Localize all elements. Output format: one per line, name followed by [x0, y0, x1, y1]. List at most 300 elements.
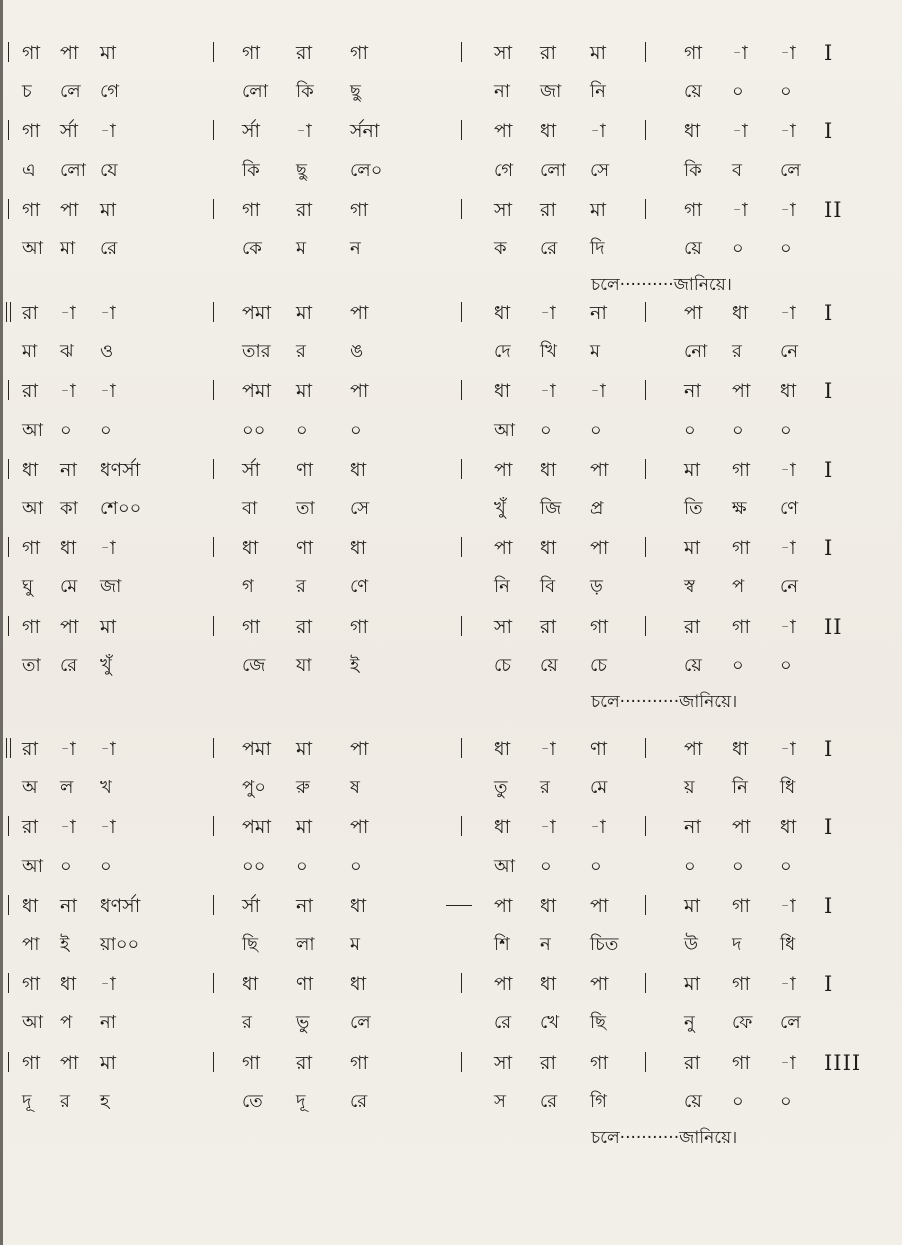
- lyric-syllable: কি: [242, 159, 260, 181]
- lyric-syllable: ০: [732, 1090, 744, 1112]
- lyric-syllable: ০: [732, 855, 744, 877]
- swara-note: পমা: [242, 738, 271, 760]
- lyric-syllable: তা: [22, 654, 41, 676]
- lyric-syllable: দূ: [22, 1090, 32, 1112]
- lyric-syllable: আ: [22, 419, 43, 441]
- lyric-syllable: ০০: [242, 855, 266, 877]
- start-barline: [5, 197, 13, 223]
- lyric-syllable: ০: [60, 855, 72, 877]
- barline: [458, 378, 466, 404]
- lyric-syllable: আ: [22, 855, 43, 877]
- lyric-syllable: ব: [732, 159, 743, 181]
- swara-note: পা: [60, 1051, 79, 1074]
- swara-note: ধা: [540, 973, 557, 996]
- swara-note: পা: [350, 738, 369, 760]
- barline: [642, 535, 650, 561]
- lyric-syllable: ০: [60, 419, 72, 441]
- start-barline: [5, 814, 13, 840]
- lyric-line: [0, 77, 902, 107]
- swara-note: ধা: [60, 973, 77, 996]
- lyric-syllable: ন: [540, 934, 551, 955]
- barline: [210, 814, 218, 840]
- swara-note: গা: [22, 537, 40, 560]
- barline: [458, 40, 466, 66]
- swara-note: -া: [780, 198, 796, 221]
- lyric-syllable: ০: [350, 855, 362, 877]
- lyric-syllable: র: [540, 777, 550, 799]
- repeat-mark: I: [824, 119, 834, 144]
- repeat-mark: I: [824, 893, 834, 918]
- start-barline: [5, 457, 13, 483]
- lyric-syllable: নে: [780, 576, 799, 598]
- swara-note: ণা: [296, 537, 313, 560]
- start-barline: [5, 1050, 13, 1076]
- swara-note: গা: [732, 894, 750, 917]
- barline: [642, 736, 650, 762]
- swara-note: -া: [780, 42, 796, 64]
- swara-note: -া: [60, 380, 76, 403]
- lyric-line: [0, 156, 902, 186]
- barline: [210, 1050, 218, 1076]
- lyric-syllable: পু০: [242, 777, 266, 799]
- swara-note: -া: [590, 380, 606, 403]
- lyric-syllable: খি: [540, 341, 557, 363]
- lyric-line: [0, 651, 902, 681]
- lyric-syllable: যে: [100, 159, 118, 181]
- swara-note: গা: [22, 120, 40, 143]
- swara-note: -া: [540, 302, 556, 324]
- lyric-syllable: নে: [780, 341, 799, 363]
- lyric-syllable: লে: [60, 81, 81, 103]
- swara-note: -া: [780, 894, 796, 917]
- lyric-syllable: ০: [780, 81, 792, 103]
- swara-note: -া: [540, 738, 556, 760]
- lyric-syllable: ০: [780, 855, 792, 877]
- swara-note: না: [684, 816, 701, 839]
- swara-note: ধণর্সা: [100, 894, 141, 917]
- swara-note: পা: [732, 816, 751, 839]
- swara-line: [0, 891, 902, 921]
- lyric-syllable: ০: [296, 419, 308, 441]
- lyric-syllable: দূ: [296, 1090, 306, 1112]
- swara-note: -া: [100, 816, 116, 839]
- lyric-syllable: ০: [780, 1090, 792, 1112]
- swara-note: পা: [684, 302, 703, 324]
- lyric-syllable: র: [296, 341, 306, 363]
- swara-note: -া: [540, 816, 556, 839]
- lyric-line: [0, 494, 902, 524]
- lyric-line: [0, 1008, 902, 1038]
- lyric-syllable: শি: [494, 934, 510, 955]
- swara-note: পমা: [242, 816, 271, 839]
- swara-note: -া: [60, 302, 76, 324]
- swara-note: ধা: [780, 816, 797, 839]
- lyric-syllable: ফে: [732, 1012, 753, 1034]
- lyric-line: [0, 337, 902, 367]
- barline: [458, 457, 466, 483]
- double-barline: [5, 736, 13, 762]
- barline: [210, 378, 218, 404]
- lyric-syllable: মে: [590, 777, 608, 799]
- lyric-syllable: লো: [540, 159, 566, 181]
- lyric-syllable: চিত: [590, 934, 619, 955]
- swara-note: পা: [494, 458, 513, 481]
- lyric-syllable: ছু: [350, 81, 361, 103]
- lyric-line: [0, 773, 902, 803]
- lyric-syllable: ষ: [350, 777, 360, 799]
- swara-note: গা: [590, 1051, 608, 1074]
- barline: [642, 614, 650, 640]
- swara-note: রা: [684, 615, 700, 638]
- swara-note: পা: [60, 615, 79, 638]
- lyric-syllable: নু: [684, 1012, 695, 1034]
- lyric-syllable: ০: [540, 855, 552, 877]
- barline: [210, 457, 218, 483]
- lyric-syllable: খে: [540, 1012, 560, 1034]
- lyric-syllable: আ: [22, 1012, 43, 1034]
- barline: [210, 971, 218, 997]
- lyric-syllable: ০: [590, 855, 602, 877]
- lyric-syllable: ০: [780, 654, 792, 676]
- swara-note: র্সা: [242, 894, 261, 917]
- swara-note: রা: [296, 42, 312, 64]
- swara-note: সা: [494, 198, 513, 221]
- swara-note: রা: [540, 198, 556, 221]
- lyric-syllable: নো: [684, 341, 708, 363]
- lyric-syllable: কে: [242, 238, 262, 259]
- swara-note: রা: [540, 42, 556, 64]
- lyric-line: [0, 930, 902, 960]
- lyric-syllable: য়ে: [684, 1090, 702, 1112]
- lyric-syllable: রে: [494, 1012, 512, 1034]
- swara-note: গা: [732, 537, 750, 560]
- barline: [458, 1050, 466, 1076]
- lyric-syllable: দে: [494, 341, 511, 363]
- swara-note: সা: [494, 615, 513, 638]
- lyric-syllable: মা: [22, 341, 38, 363]
- swara-note: গা: [22, 1051, 40, 1074]
- swara-note: পা: [60, 198, 79, 221]
- lyric-syllable: ০: [780, 238, 792, 259]
- lyric-syllable: ঝ: [60, 341, 74, 363]
- lyric-syllable: তু: [494, 777, 508, 799]
- lyric-syllable: ০: [732, 419, 744, 441]
- swara-note: ধা: [350, 894, 367, 917]
- swara-note: গা: [22, 198, 40, 221]
- lyric-syllable: চে: [494, 654, 512, 676]
- lyric-syllable: ণে: [780, 498, 799, 519]
- swara-note: ধা: [350, 973, 367, 996]
- barline: [458, 197, 466, 223]
- lyric-syllable: ০: [684, 855, 696, 877]
- swara-note: -া: [780, 458, 796, 481]
- lyric-syllable: খ: [100, 777, 112, 799]
- lyric-syllable: গ: [242, 576, 254, 598]
- lyric-syllable: ০: [100, 855, 112, 877]
- lyric-syllable: ভু: [296, 1012, 310, 1034]
- swara-note: ধা: [732, 738, 749, 760]
- swara-note: ধা: [494, 380, 511, 403]
- swara-note: ধা: [22, 458, 39, 481]
- barline: [642, 300, 650, 326]
- lyric-syllable: নি: [494, 576, 510, 598]
- swara-note: ধা: [732, 302, 749, 324]
- swara-note: মা: [296, 738, 313, 760]
- swara-note: ধা: [350, 537, 367, 560]
- swara-note: ণা: [590, 738, 607, 760]
- refrain-cue: চলে··········জানিয়ে।: [591, 275, 732, 296]
- lyric-syllable: গি: [590, 1090, 607, 1112]
- lyric-syllable: তে: [242, 1090, 263, 1112]
- lyric-syllable: দি: [590, 238, 605, 259]
- lyric-syllable: লে: [780, 159, 801, 181]
- swara-note: র্সা: [242, 458, 261, 481]
- lyric-syllable: প: [60, 1012, 73, 1034]
- swara-note: -া: [780, 120, 796, 143]
- swara-note: গা: [22, 973, 40, 996]
- repeat-mark: I: [824, 972, 834, 997]
- swara-note: না: [590, 302, 607, 324]
- barline: [458, 814, 466, 840]
- barline: [210, 40, 218, 66]
- barline: [642, 1050, 650, 1076]
- swara-note: রা: [22, 302, 38, 324]
- lyric-syllable: ০: [100, 419, 112, 441]
- swara-note: র্সা: [242, 120, 261, 143]
- swara-note: পমা: [242, 380, 271, 403]
- swara-note: গা: [684, 198, 702, 221]
- swara-note: মা: [684, 894, 701, 917]
- swara-note: ণা: [296, 458, 313, 481]
- swara-line: [0, 612, 902, 642]
- swara-note: -া: [296, 120, 312, 143]
- lyric-syllable: না: [100, 1012, 116, 1034]
- lyric-syllable: নি: [732, 777, 748, 799]
- lyric-syllable: জা: [540, 81, 562, 103]
- lyric-syllable: ছু: [296, 159, 307, 181]
- swara-note: পা: [350, 302, 369, 324]
- lyric-syllable: ছি: [242, 934, 259, 955]
- repeat-mark: I: [824, 815, 834, 840]
- swara-note: না: [296, 894, 313, 917]
- swara-note: রা: [22, 738, 38, 760]
- repeat-mark: I: [824, 41, 834, 65]
- lyric-syllable: ম: [590, 341, 600, 363]
- swara-line: [0, 1048, 902, 1078]
- swara-line: [0, 116, 902, 146]
- lyric-syllable: তার: [242, 341, 271, 363]
- start-barline: [5, 118, 13, 144]
- lyric-syllable: বা: [242, 498, 258, 519]
- lyric-syllable: অ: [22, 777, 38, 799]
- swara-note: -া: [590, 816, 606, 839]
- barline: [210, 614, 218, 640]
- swara-line: [0, 455, 902, 485]
- lyric-syllable: আ: [494, 419, 515, 441]
- swara-note: -া: [540, 380, 556, 403]
- lyric-syllable: র: [732, 341, 742, 363]
- swara-note: পা: [60, 42, 79, 64]
- lyric-syllable: ম: [350, 934, 360, 955]
- swara-note: রা: [22, 816, 38, 839]
- swara-note: মা: [296, 816, 313, 839]
- swara-note: মা: [100, 198, 117, 221]
- lyric-syllable: রে: [60, 654, 78, 676]
- double-barline: [5, 300, 13, 326]
- swara-note: না: [60, 458, 77, 481]
- swara-note: সা: [494, 42, 513, 64]
- swara-note: মা: [684, 537, 701, 560]
- lyric-syllable: রু: [296, 777, 310, 799]
- lyric-syllable: ০: [732, 81, 744, 103]
- lyric-syllable: যা: [296, 654, 312, 676]
- lyric-syllable: কি: [684, 159, 702, 181]
- swara-note: রা: [684, 1051, 700, 1074]
- lyric-syllable: গে: [494, 159, 514, 181]
- lyric-syllable: খুঁ: [494, 498, 506, 519]
- lyric-syllable: আ: [494, 855, 515, 877]
- lyric-syllable: উ: [684, 934, 699, 955]
- lyric-syllable: লো: [242, 81, 268, 103]
- swara-note: ধা: [494, 738, 511, 760]
- barline: [210, 300, 218, 326]
- barline: [458, 535, 466, 561]
- swara-note: ধা: [684, 120, 701, 143]
- swara-line: [0, 376, 902, 406]
- lyric-syllable: স: [494, 1090, 506, 1112]
- swara-note: -া: [100, 973, 116, 996]
- lyric-syllable: স্ব: [684, 576, 695, 598]
- lyric-syllable: য়: [684, 777, 695, 799]
- lyric-syllable: লা: [296, 934, 315, 955]
- swara-note: পা: [732, 380, 751, 403]
- lyric-syllable: লে: [350, 1012, 371, 1034]
- swara-note: গা: [732, 615, 750, 638]
- repeat-mark: I: [824, 379, 834, 404]
- barline: [642, 814, 650, 840]
- barline: [210, 736, 218, 762]
- repeat-mark: I: [824, 536, 834, 561]
- swara-note: সা: [494, 1051, 513, 1074]
- lyric-syllable: জি: [540, 498, 562, 519]
- lyric-syllable: রে: [100, 238, 118, 259]
- lyric-syllable: রে: [540, 1090, 558, 1112]
- swara-note: ধা: [242, 537, 259, 560]
- swara-note: ধা: [540, 537, 557, 560]
- swara-note: গা: [732, 458, 750, 481]
- lyric-syllable: চ: [22, 81, 32, 103]
- swara-note: -া: [100, 738, 116, 760]
- swara-note: মা: [296, 302, 313, 324]
- lyric-syllable: য়ে: [540, 654, 558, 676]
- swara-note: মা: [100, 1051, 117, 1074]
- lyric-syllable: ঙ: [350, 341, 364, 363]
- lyric-syllable: পা: [22, 934, 40, 955]
- swara-note: ধা: [350, 458, 367, 481]
- lyric-syllable: ল: [60, 777, 74, 799]
- swara-note: ধণর্সা: [100, 458, 141, 481]
- lyric-syllable: না: [494, 81, 510, 103]
- lyric-syllable: মা: [60, 238, 76, 259]
- lyric-syllable: লো: [60, 159, 86, 181]
- lyric-syllable: ই: [350, 654, 360, 676]
- lyric-syllable: র: [60, 1090, 70, 1112]
- lyric-syllable: সে: [350, 498, 370, 519]
- swara-note: রা: [296, 1051, 312, 1074]
- lyric-syllable: কি: [296, 81, 314, 103]
- swara-note: রা: [22, 380, 38, 403]
- swara-note: গা: [242, 1051, 260, 1074]
- lyric-syllable: দ: [732, 934, 742, 955]
- swara-note: গা: [22, 42, 40, 64]
- swara-note: না: [60, 894, 77, 917]
- lyric-syllable: ০: [296, 855, 308, 877]
- swara-note: পা: [494, 537, 513, 560]
- lyric-syllable: ০: [684, 419, 696, 441]
- swara-note: -া: [60, 738, 76, 760]
- lyric-line: [0, 852, 902, 882]
- lyric-syllable: ণে: [350, 576, 369, 598]
- repeat-mark: I: [824, 737, 834, 761]
- barline: [210, 118, 218, 144]
- refrain-cue: চলে···········জানিয়ে।: [591, 692, 738, 712]
- lyric-syllable: জা: [100, 576, 122, 598]
- swara-note: ধা: [242, 973, 259, 996]
- swara-note: -া: [780, 302, 796, 324]
- swara-note: মা: [100, 42, 117, 64]
- lyric-syllable: নি: [590, 81, 606, 103]
- lyric-syllable: ক: [494, 238, 507, 259]
- lyric-line: [0, 234, 902, 264]
- lyric-syllable: ই: [60, 934, 70, 955]
- swara-note: পা: [494, 894, 513, 917]
- lyric-syllable: আ: [22, 498, 43, 519]
- lyric-syllable: শে০০: [100, 498, 142, 519]
- lyric-syllable: ও: [100, 341, 114, 363]
- lyric-syllable: ০: [732, 238, 744, 259]
- start-barline: [5, 971, 13, 997]
- swara-line: [0, 969, 902, 999]
- lyric-line: [0, 416, 902, 446]
- lyric-syllable: ০০: [242, 419, 266, 441]
- swara-note: -া: [100, 302, 116, 324]
- lyric-syllable: ধি: [780, 934, 796, 955]
- swara-note: -া: [780, 537, 796, 560]
- lyric-syllable: ০: [590, 419, 602, 441]
- lyric-syllable: ০: [732, 654, 744, 676]
- swara-note: গা: [242, 198, 260, 221]
- swara-note: রা: [540, 1051, 556, 1074]
- swara-note: -া: [100, 120, 116, 143]
- swara-note: ধা: [540, 894, 557, 917]
- lyric-syllable: রে: [540, 238, 558, 259]
- lyric-syllable: আ: [22, 238, 43, 259]
- lyric-syllable: ম: [296, 238, 306, 259]
- lyric-syllable: ছি: [590, 1012, 607, 1034]
- repeat-mark: II: [824, 197, 843, 222]
- swara-note: ধা: [780, 380, 797, 403]
- barline: [458, 736, 466, 762]
- repeat-mark: I: [824, 301, 834, 325]
- lyric-syllable: ধি: [780, 777, 796, 799]
- barline: [642, 893, 650, 919]
- swara-note: পমা: [242, 302, 271, 324]
- swara-note: গা: [350, 1051, 368, 1074]
- lyric-syllable: ০: [780, 419, 792, 441]
- swara-note: পা: [590, 894, 609, 917]
- swara-note: ধা: [494, 302, 511, 324]
- swara-note: রা: [296, 198, 312, 221]
